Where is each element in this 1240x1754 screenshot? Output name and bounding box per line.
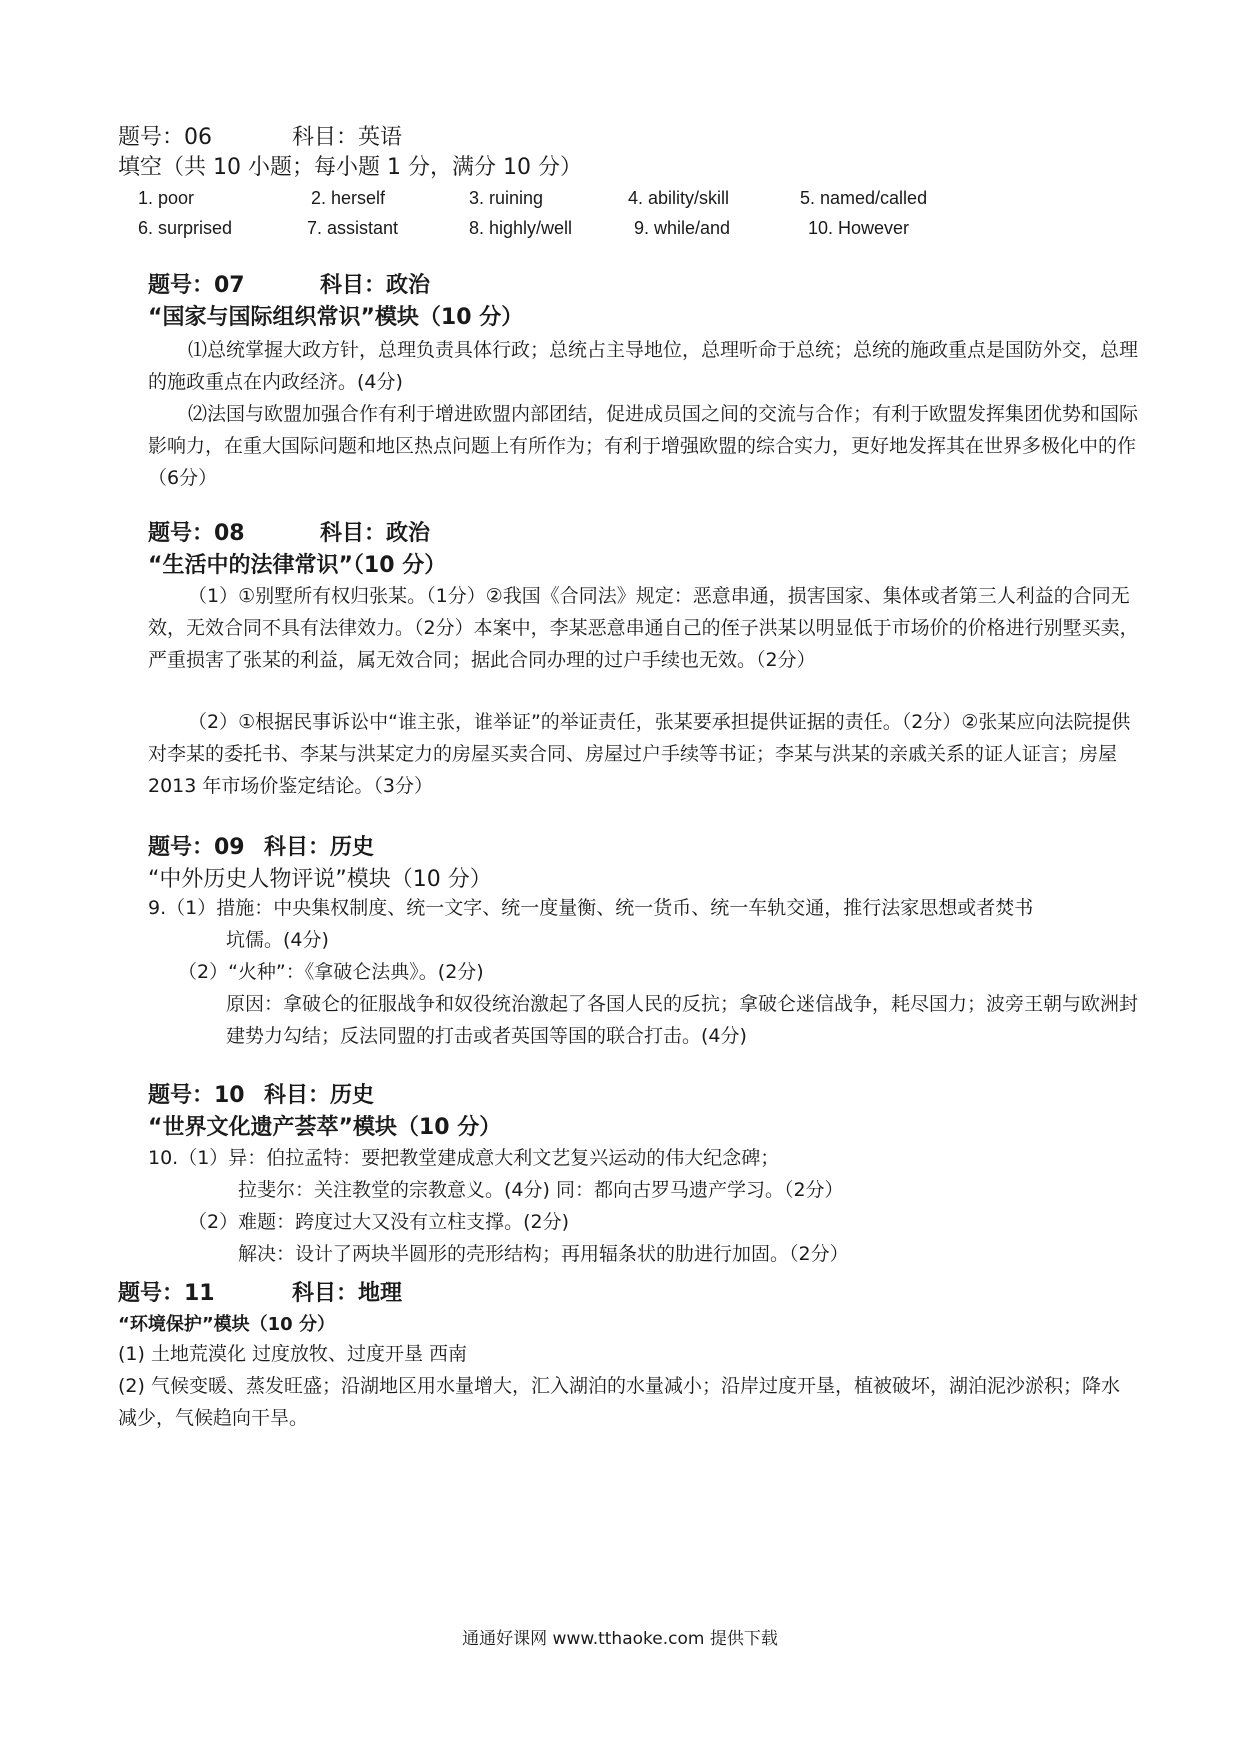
section-07-paragraph-2: ⑵法国与欧盟加强合作有利于增进欧盟内部团结，促进成员国之间的交流与合作；有利于欧盟发挥集团优势和国际影响力，在重大国际问题和地区热点问题上有所作为；有利于增强欧盟的综合实力，更好地发挥其在世界多极化中的作（6分）	[148, 403, 1139, 489]
section-10-subject: 科目：历史	[264, 1083, 375, 1108]
section-10-module: “世界文化遗产荟萃”模块（10 分）	[148, 1115, 502, 1140]
answer-10: 10. However	[808, 218, 910, 238]
answer-8: 8. highly/well	[469, 218, 573, 238]
section-07-number: 题号：07	[148, 273, 245, 298]
section-08-paragraph-2: （2）①根据民事诉讼中“谁主张，谁举证”的举证责任，张某要承担提供证据的责任。（2分）②张某应向法院提供对李某的委托书、李某与洪某定力的房屋买卖合同、房屋过户手续等书证；李某与洪某的亲戚关系的证人证言；房屋 2013 年市场价鉴定结论。（3分）	[148, 711, 1131, 797]
section-09-number: 题号：09	[148, 835, 245, 860]
answer-5: 5. named/called	[800, 188, 928, 208]
answer-2: 2. herself	[311, 188, 386, 208]
section-09-subject: 科目：历史	[264, 835, 375, 860]
section-06-number: 题号：06	[118, 125, 212, 150]
section-08-paragraph-1: （1）①别墅所有权归张某。（1分）②我国《合同法》规定：恶意串通，损害国家、集体或者第三人利益的合同无效，无效合同不具有法律效力。（2分）本案中，李某恶意串通自己的侄子洪某以明显低于市场价的价格进行别墅买卖，严重损害了张某的利益，属无效合同；据此合同办理的过户手续也无效。（2分）	[148, 585, 1139, 671]
section-10-number: 题号：10	[148, 1083, 245, 1108]
section-08-number: 题号：08	[148, 521, 245, 546]
section-11-subject: 科目：地理	[292, 1281, 403, 1306]
section-09-line-3: 原因：拿破仑的征服战争和奴役统治激起了各国人民的反抗；拿破仑迷信战争，耗尽国力；波旁王朝与欧洲封建势力勾结；反法同盟的打击或者英国等国的联合打击。(4分)	[226, 993, 1139, 1047]
section-11-module: “环境保护”模块（10 分）	[118, 1314, 335, 1335]
section-11-line-1: (1) 土地荒漠化 过度放牧、过度开垦 西南	[118, 1343, 468, 1365]
section-07-module: “国家与国际组织常识”模块（10 分）	[148, 305, 524, 330]
section-11-number: 题号：11	[118, 1281, 215, 1306]
answer-6: 6. surprised	[138, 218, 233, 238]
section-08-subject: 科目：政治	[320, 521, 431, 546]
answer-3: 3. ruining	[469, 188, 544, 208]
section-09-module: “中外历史人物评说”模块（10 分）	[148, 867, 492, 892]
section-10-line-3: （2）难题：跨度过大又没有立柱支撑。(2分)	[188, 1211, 570, 1233]
section-07-subject: 科目：政治	[320, 273, 431, 298]
page-footer: 通通好课网 www.tthaoke.com 提供下载	[462, 1629, 778, 1649]
answer-9: 9. while/and	[634, 218, 731, 238]
section-10-line-4: 解决：设计了两块半圆形的壳形结构；再用辐条状的肋进行加固。（2分）	[238, 1243, 849, 1265]
section-06-subtitle: 填空（共 10 小题；每小题 1 分，满分 10 分）	[118, 155, 582, 180]
answer-7: 7. assistant	[307, 218, 399, 238]
section-09-line-1-cont: 坑儒。(4分)	[226, 929, 329, 951]
section-08-module: “生活中的法律常识”（10 分）	[148, 553, 447, 578]
answer-4: 4. ability/skill	[628, 188, 730, 208]
section-09-line-2: （2）“火种”：《拿破仑法典》。(2分)	[178, 961, 484, 983]
section-09-line-1: 9.（1）措施：中央集权制度、统一文字、统一度量衡、统一货币、统一车轨交通，推行法家思想或者焚书	[148, 897, 1034, 919]
answer-1: 1. poor	[138, 188, 195, 208]
section-11-line-2: (2) 气候变暖、蒸发旺盛；沿湖地区用水量增大，汇入湖泊的水量减小；沿岸过度开垦，植被破坏，湖泊泥沙淤积；降水减少，气候趋向干旱。	[118, 1375, 1120, 1429]
section-07-paragraph-1: ⑴总统掌握大政方针，总理负责具体行政；总统占主导地位，总理听命于总统；总统的施政重点是国防外交，总理的施政重点在内政经济。(4分)	[148, 339, 1139, 393]
section-06-subject: 科目：英语	[292, 125, 403, 150]
section-10-line-1: 10.（1）异：伯拉孟特：要把教堂建成意大利文艺复兴运动的伟大纪念碑；	[148, 1147, 780, 1169]
section-10-line-2: 拉斐尔：关注教堂的宗教意义。(4分) 同：都向古罗马遗产学习。（2分）	[238, 1179, 844, 1201]
